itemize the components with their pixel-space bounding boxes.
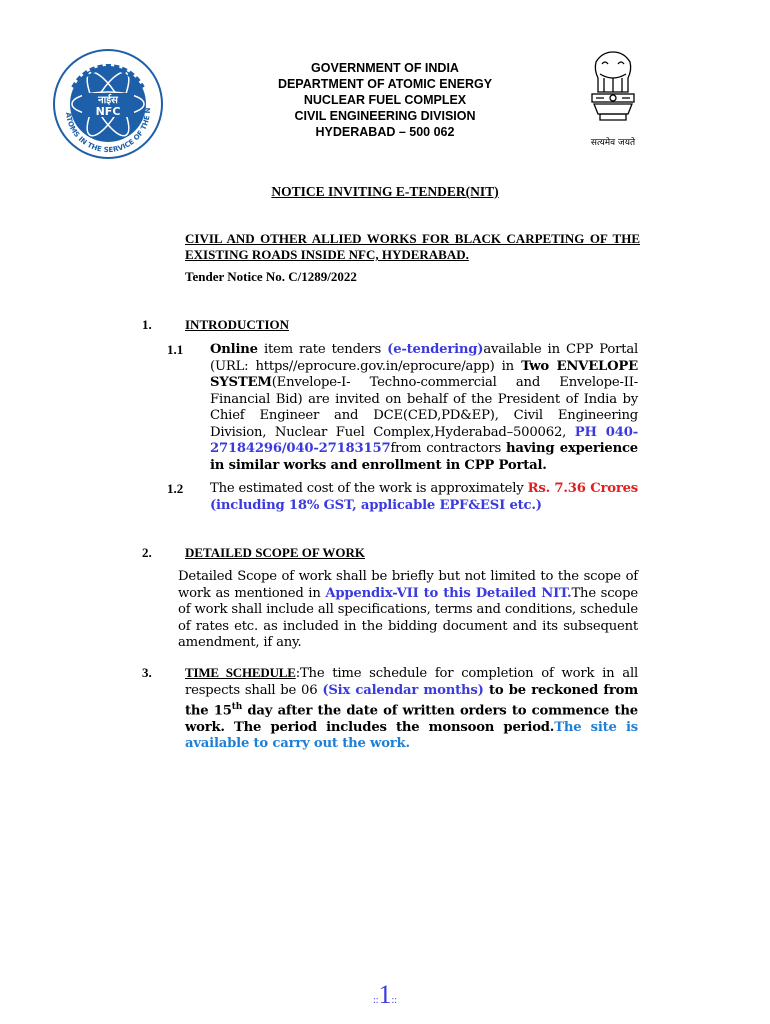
footer-left-mark: :: [372,995,379,1006]
svg-text:ATOMS IN THE SERVICE OF THE NA: ATOMS IN THE SERVICE OF THE N [64,107,153,155]
page-footer [0,980,770,1010]
section-number: 3. [142,665,152,680]
paragraph-1-1 [210,342,638,474]
text-segment: day after the date of written orders to commence the work. The period includes the monsoon period. [185,703,638,735]
org-line-complex: NUCLEAR FUEL COMPLEX [303,93,467,107]
text-site-available: The site is available to carry out the work. [185,719,638,752]
text-online: Online [210,342,258,357]
text-six-months: (Six calendar months) [322,682,484,698]
paragraph-3 [185,665,638,753]
text-segment: available in CPP Portal (URL: https//eprocure.gov.in/eprocure/app) in [210,342,639,374]
text-segment: The scope of work shall include all specifications, terms and conditions, schedule of rates etc. as included in the bidding document and its subsequent amendment, if any. [178,585,638,650]
section-heading-introduction: INTRODUCTION [185,317,290,332]
section-number: 2. [142,545,152,560]
svg-text:नाईस: नाईस [98,95,118,106]
text-estimated-cost: Rs. 7.36 Crores [527,481,639,496]
text-segment: (Envelope-I- Techno-commercial and Envelope-II-Financial Bid) are invited on behalf of the President of India by Chief Engineer and DCE(CED,PD&EP), Civil Engineering Division, Nuclear Fuel Complex,Hyderabad–500062, [210,375,638,440]
text-appendix-reference: Appendix-VII to this Detailed NIT. [325,585,572,601]
org-line-department: DEPARTMENT OF ATOMIC ENERGY [277,77,493,91]
text-phone-numbers: PH 040-27184296/040-27183157 [210,424,638,456]
svg-text:NFC: NFC [95,105,121,118]
org-header [220,60,550,140]
text-segment: Detailed Scope of work shall be briefly but not limited to the scope of work as mentioned in [178,569,638,601]
footer-right-mark: :: [391,995,398,1006]
subsection-number: 1.2 [167,481,184,496]
text-segment: to be reckoned from the 15 [185,682,639,719]
paragraph-1-2 [210,481,638,514]
notice-title: NOTICE INVITING E-TENDER(NIT) [271,184,499,199]
org-line-city: HYDERABAD – 500 062 [315,125,455,139]
section-heading-time-schedule: TIME SCHEDULE [185,665,296,680]
text-segment: from contractors [390,441,506,456]
section-number: 1. [142,317,152,332]
section-heading-scope: DETAILED SCOPE OF WORK [185,545,365,560]
lion-capital-icon [578,48,648,128]
subsection-number: 1.1 [167,342,184,357]
tender-number: Tender Notice No. C/1289/2022 [185,269,357,284]
text-e-tendering: (e-tendering) [387,342,484,357]
text-segment: item rate tenders [257,342,388,357]
paragraph-2 [178,569,638,652]
page-number: 1 [378,980,392,1009]
text-superscript: th [231,702,243,712]
text-cost-inclusions: (including 18% GST, applicable EPF&ESI etc.) [210,497,542,513]
text-segment: :The time schedule for completion of work in all respects shall be 06 [185,666,638,698]
org-line-division: CIVIL ENGINEERING DIVISION [294,109,476,123]
text-segment: The estimated cost of the work is approximately [210,481,528,496]
org-line-government: GOVERNMENT OF INDIA [311,61,459,75]
nfc-logo [52,48,164,160]
text-experience-requirement: having experience in similar works and enrollment in CPP Portal. [210,441,638,473]
emblem-motto: सत्यमेव जयते [590,138,636,148]
national-emblem [578,48,648,148]
work-title: CIVIL AND OTHER ALLIED WORKS FOR BLACK CARPETING OF THE EXISTING ROADS INSIDE NFC, HYDERABAD. [185,231,640,262]
text-two-envelope: Two ENVELOPE SYSTEM [210,358,638,390]
